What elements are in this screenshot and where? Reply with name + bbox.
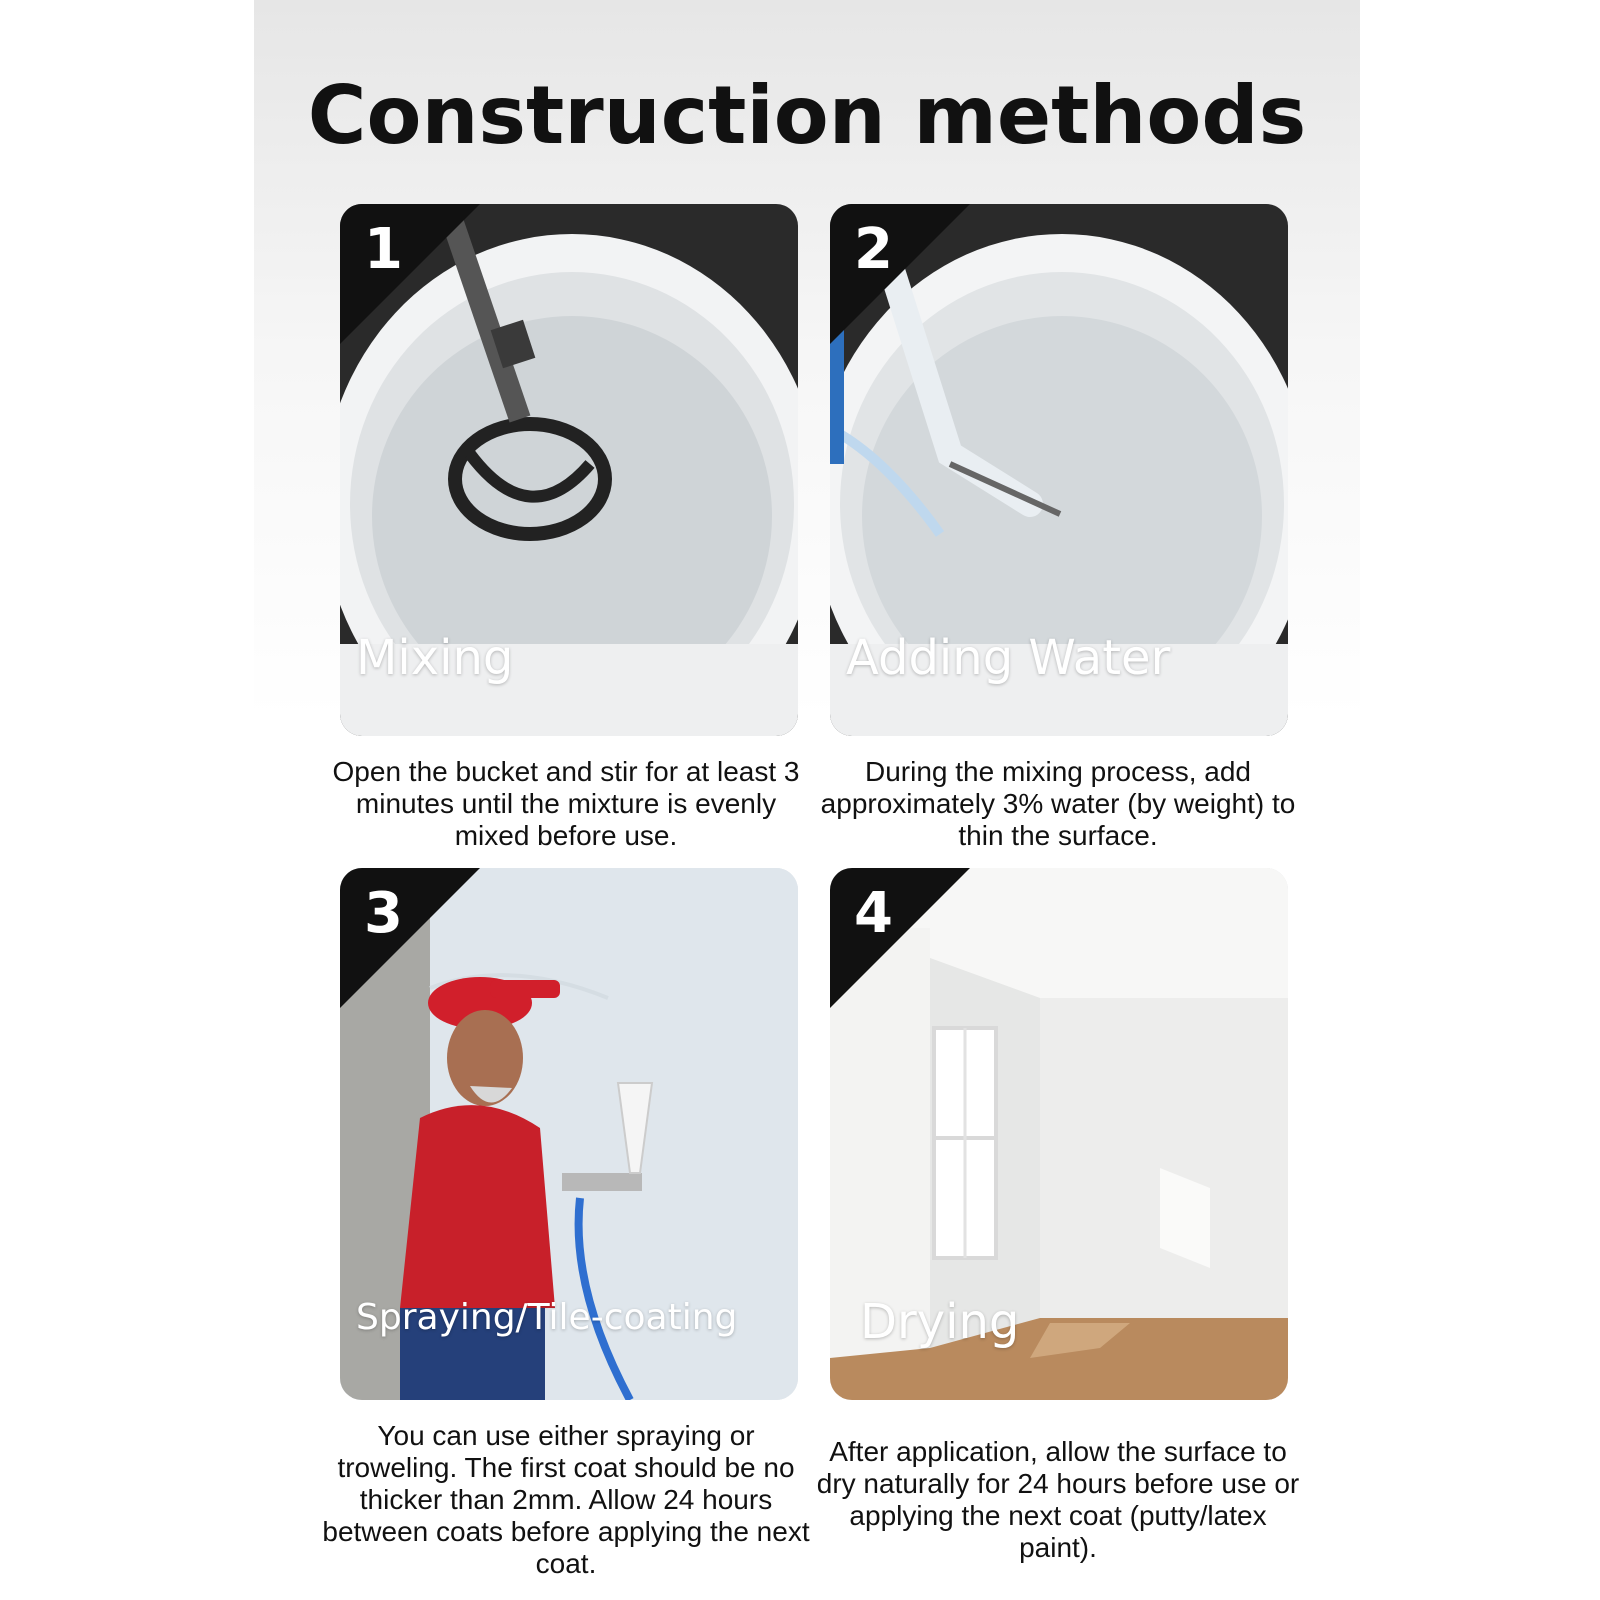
step-card-3: [340, 868, 798, 1400]
step-description-3: You can use either spraying or troweling. The first coat should be no thicker than 2mm. Allow 24 hours between coats before applying the next coat.: [322, 1420, 810, 1579]
step-number: 2: [854, 217, 893, 282]
step-number: 1: [364, 217, 403, 282]
step-description-4: After application, allow the surface to dry naturally for 24 hours before use or applying the next coat (putty/latex paint).: [816, 1436, 1300, 1563]
corner-badge: [340, 868, 480, 1008]
step-description-2: During the mixing process, add approximately 3% water (by weight) to thin the surface.: [820, 756, 1296, 851]
step-card-4: [830, 868, 1288, 1400]
corner-badge: [830, 868, 970, 1008]
step-card-1: [340, 204, 798, 736]
step-card-2: [830, 204, 1288, 736]
step-label: Mixing: [356, 630, 514, 686]
step-label: Spraying/Tile-coating: [356, 1297, 738, 1338]
content-panel: [254, 0, 1360, 1600]
page-title: Construction methods: [307, 69, 1307, 162]
step-label: Adding Water: [846, 630, 1171, 686]
step-number: 3: [364, 881, 403, 946]
step-description-1: Open the bucket and stir for at least 3 minutes until the mixture is evenly mixed before use.: [332, 756, 800, 851]
step-number: 4: [854, 881, 893, 946]
corner-badge: [830, 204, 970, 344]
step-label: Drying: [860, 1294, 1020, 1350]
corner-badge: [340, 204, 480, 344]
